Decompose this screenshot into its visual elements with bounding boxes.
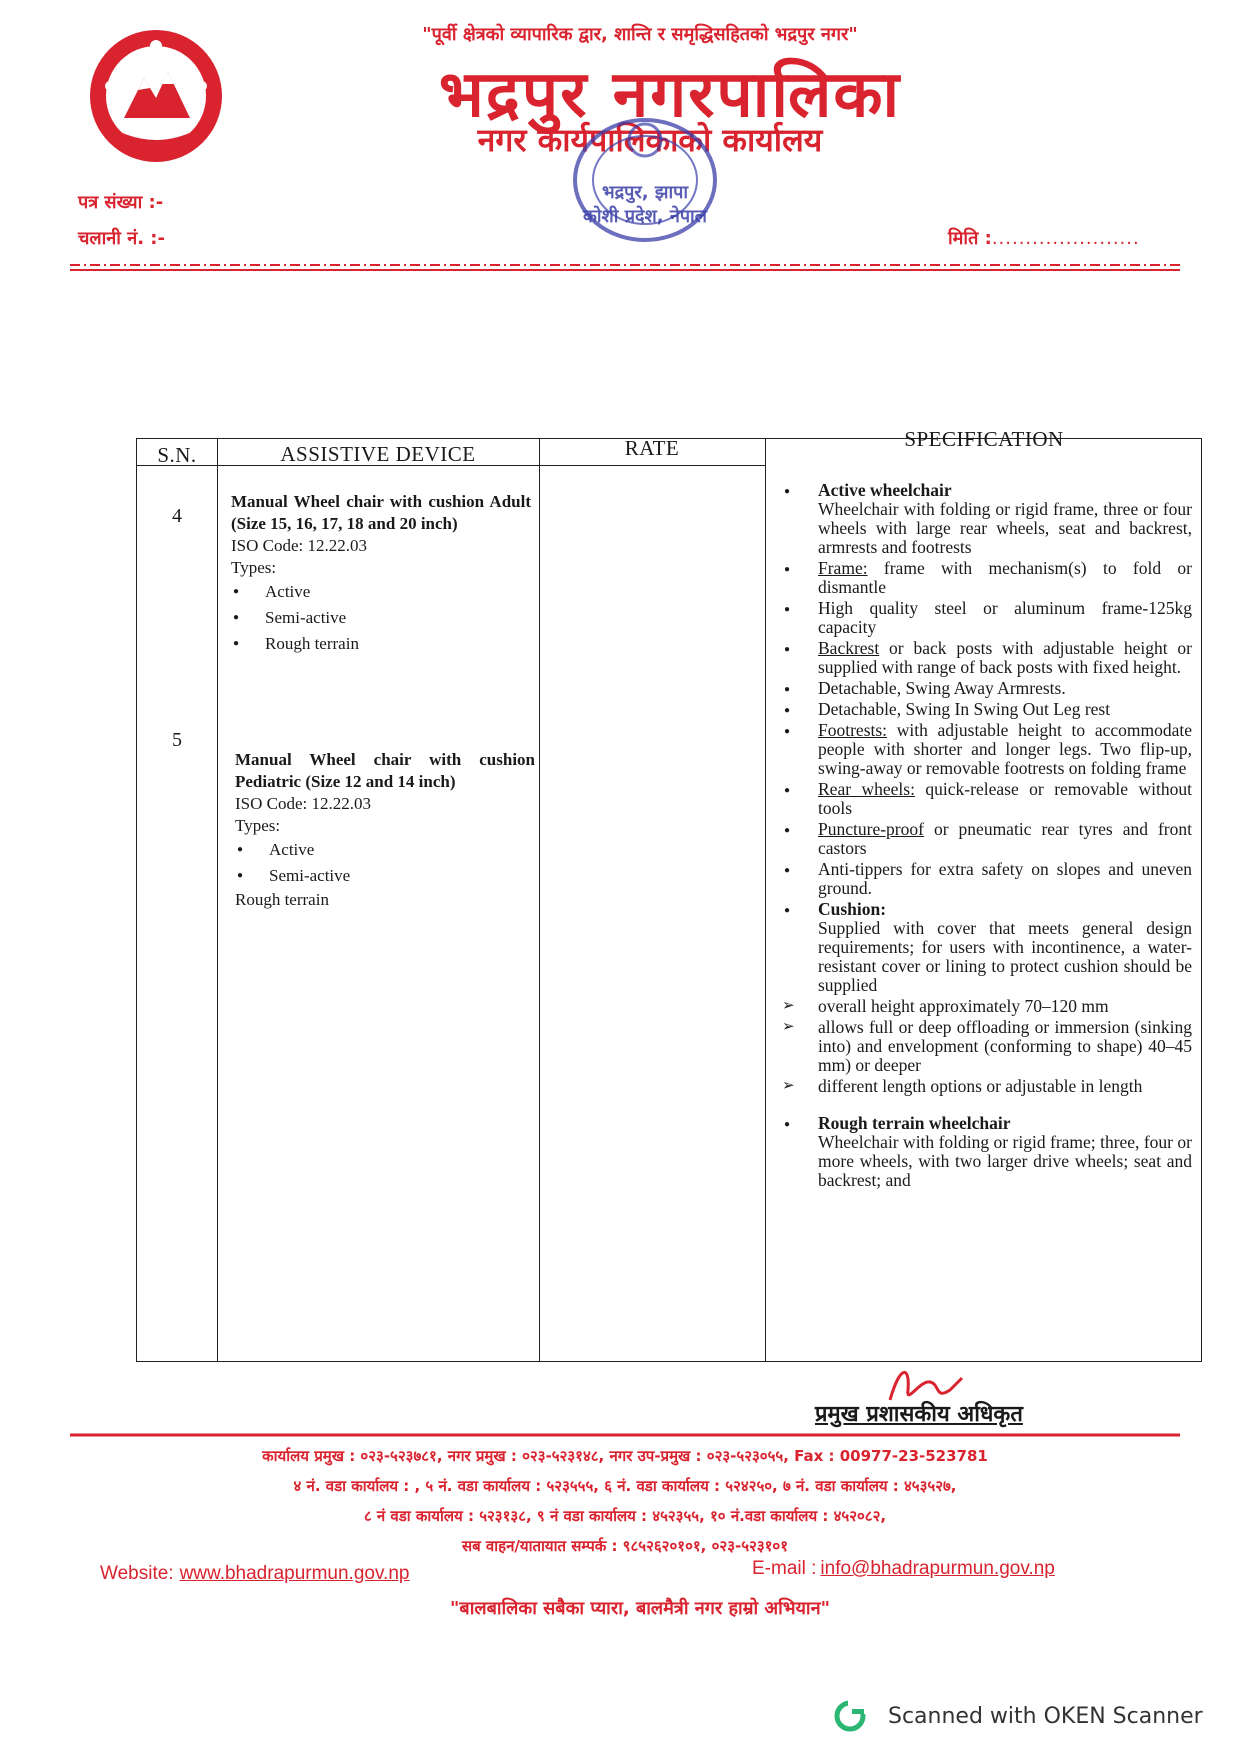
contact-line: कार्यालय प्रमुख : ०२३-५२३७८१, नगर प्रमुख : ०२३-५२३१४८, नगर उप-प्रमुख : ०२३-५२३०५५, Fax : 00977-23-523781: [262, 1447, 988, 1465]
date-field: [948, 226, 1140, 250]
header-divider: [70, 262, 1180, 272]
spec-arrow-item: ➢ overall height approximately 70–120 mm: [782, 997, 1192, 1016]
spec-legrest: ● Detachable, Swing In Swing Out Leg rest: [782, 700, 1192, 719]
spec-heading: ● Rough terrain wheelchair: [818, 1113, 1011, 1133]
spec-armrests: ● Detachable, Swing Away Armrests.: [782, 679, 1192, 698]
list-item: ● Active: [235, 837, 535, 863]
signatory-title: प्रमुख प्रशासकीय अधिकृत: [815, 1402, 1023, 1427]
reference-number-label: पत्र संख्या :-: [78, 192, 164, 213]
motto-bottom: "बालबालिका सबैका प्यारा, बालमैत्री नगर हाम्रो अभियान": [450, 1598, 830, 1619]
spec-text: quick-release or removable without tools: [818, 779, 1193, 818]
types-label: Types:: [235, 816, 281, 835]
spec-arrow-item: ➢ allows full or deep offloading or immersion (sinking into) and envelopment (conforming to shape) 40–45 mm) or deeper: [782, 1018, 1192, 1075]
spec-text: Wheelchair with folding or rigid frame; three, four or more wheels, with two larger drive wheels; seat and backrest; and: [818, 1132, 1192, 1190]
column-divider: [217, 439, 218, 1361]
spec-label: Backrest: [818, 638, 880, 658]
column-divider: [765, 439, 766, 1361]
contact-line: सब वाहन/यातायात सम्पर्क : ९८५२६२०१०१, ०२३-५२३१०१: [461, 1537, 789, 1555]
email-link[interactable]: info@bhadrapurmun.gov.np: [820, 1558, 1055, 1579]
column-header-device: ASSISTIVE DEVICE: [280, 442, 476, 466]
column-header-rate: RATE: [624, 436, 680, 460]
office-stamp: [535, 100, 735, 270]
nepal-emblem-icon: [86, 26, 226, 166]
spec-rear-wheels: [782, 780, 1192, 818]
stamp-line-1: भद्रपुर, झापा: [601, 182, 689, 203]
list-item: ● Active: [231, 579, 531, 605]
spec-heading: ● Cushion:: [818, 899, 887, 919]
website-label: Website:: [100, 1563, 174, 1584]
list-item: ● Rough terrain: [231, 631, 531, 657]
spec-active: [782, 481, 1192, 557]
dispatch-number-label: चलानी नं. :-: [78, 228, 165, 249]
iso-code: ISO Code: 12.22.03: [231, 536, 367, 555]
spec-label: Rear wheels:: [818, 779, 915, 799]
spec-arrow-item: ➢ different length options or adjustable in length: [782, 1077, 1192, 1096]
spec-footrests: [782, 721, 1192, 778]
date-dots: ......................: [991, 228, 1140, 249]
iso-code: ISO Code: 12.22.03: [235, 794, 371, 813]
website-link[interactable]: www.bhadrapurmun.gov.np: [179, 1563, 410, 1584]
list-item: ● Semi-active: [235, 863, 535, 889]
spec-steel: ● High quality steel or aluminum frame-125kg capacity: [782, 599, 1192, 637]
stamp-line-2: कोशी प्रदेश, नेपाल: [583, 206, 707, 227]
list-item: ● Semi-active: [231, 605, 531, 631]
types-label: Types:: [231, 558, 277, 577]
spec-anti-tippers: ● Anti-tippers for extra safety on slopes and uneven ground.: [782, 860, 1192, 898]
spec-label: Puncture-proof: [818, 819, 924, 839]
extra-type: Rough terrain: [235, 890, 329, 909]
type-list: [235, 837, 535, 889]
row-sn: 5: [172, 729, 182, 751]
row-sn: 4: [172, 505, 182, 527]
specification-cell: [782, 481, 1192, 1192]
org-name: भद्रपुर नगरपालिका: [438, 58, 902, 132]
table-row: [235, 749, 535, 911]
date-label: मिति :: [948, 228, 992, 249]
assistive-device-table: [136, 427, 1202, 1362]
spec-text: or pneumatic rear tyres and front castors: [818, 819, 1192, 858]
email-label: E-mail :: [752, 1558, 817, 1579]
device-name: Manual Wheel chair with cushion Pediatric (Size 12 and 14 inch): [235, 750, 535, 791]
motto-top: "पूर्वी क्षेत्रको व्यापारिक द्वार, शान्ति र समृद्धिसहितको भद्रपुर नगर": [422, 24, 858, 45]
device-name: Manual Wheel chair with cushion Adult (Size 15, 16, 17, 18 and 20 inch): [231, 492, 531, 533]
spec-rough-terrain: [782, 1114, 1192, 1190]
website-line: [100, 1563, 409, 1585]
column-header-specification: SPECIFICATION: [904, 427, 1064, 451]
spec-puncture: [782, 820, 1192, 858]
contact-line: ४ नं. वडा कार्यालय : , ५ नं. वडा कार्यालय : ५२३५५५, ६ नं. वडा कार्यालय : ५२४२५०, ७ नं. वडा कार्यालय : ४५३५२७,: [293, 1477, 957, 1495]
spec-backrest: [782, 639, 1192, 677]
spec-text: frame with mechanism(s) to fold or dismantle: [818, 558, 1192, 597]
office-name: नगर कार्यपालिकाको कार्यालय: [477, 121, 823, 159]
table-row: [231, 491, 531, 657]
spec-cushion: [782, 900, 1192, 995]
email-line: [752, 1558, 1055, 1580]
scanner-logo-icon: [834, 1700, 866, 1732]
scanner-watermark: Scanned with OKEN Scanner: [888, 1704, 1203, 1729]
column-divider: [539, 439, 540, 1361]
spec-label: Frame:: [818, 558, 868, 578]
spec-text: Supplied with cover that meets general design requirements; for users with incontinence, a water-resistant cover or lining to protect cushion should be supplied: [818, 918, 1192, 995]
spec-frame: [782, 559, 1192, 597]
spec-text: with adjustable height to accommodate people with shorter and longer legs. Two flip-up, swing-away or removable footrests on folding frame: [818, 720, 1192, 778]
letterhead: [0, 0, 1240, 290]
spec-text: or back posts with adjustable height or supplied with range of back posts with fixed height.: [818, 638, 1192, 677]
footer-divider: [70, 1432, 1180, 1440]
spec-heading: ● Active wheelchair: [818, 480, 952, 500]
contact-line: ८ नं वडा कार्यालय : ५२३१३८, ९ नं वडा कार्यालय : ४५२३५५, १० नं.वडा कार्यालय : ४५२०८२,: [363, 1507, 887, 1525]
column-header-sn: S.N.: [157, 443, 197, 467]
type-list: [231, 579, 531, 657]
spec-text: Wheelchair with folding or rigid frame, three or four wheels with large rear wheels, seat and backrest, armrests and footrests: [818, 499, 1192, 557]
spec-label: Footrests:: [818, 720, 888, 740]
